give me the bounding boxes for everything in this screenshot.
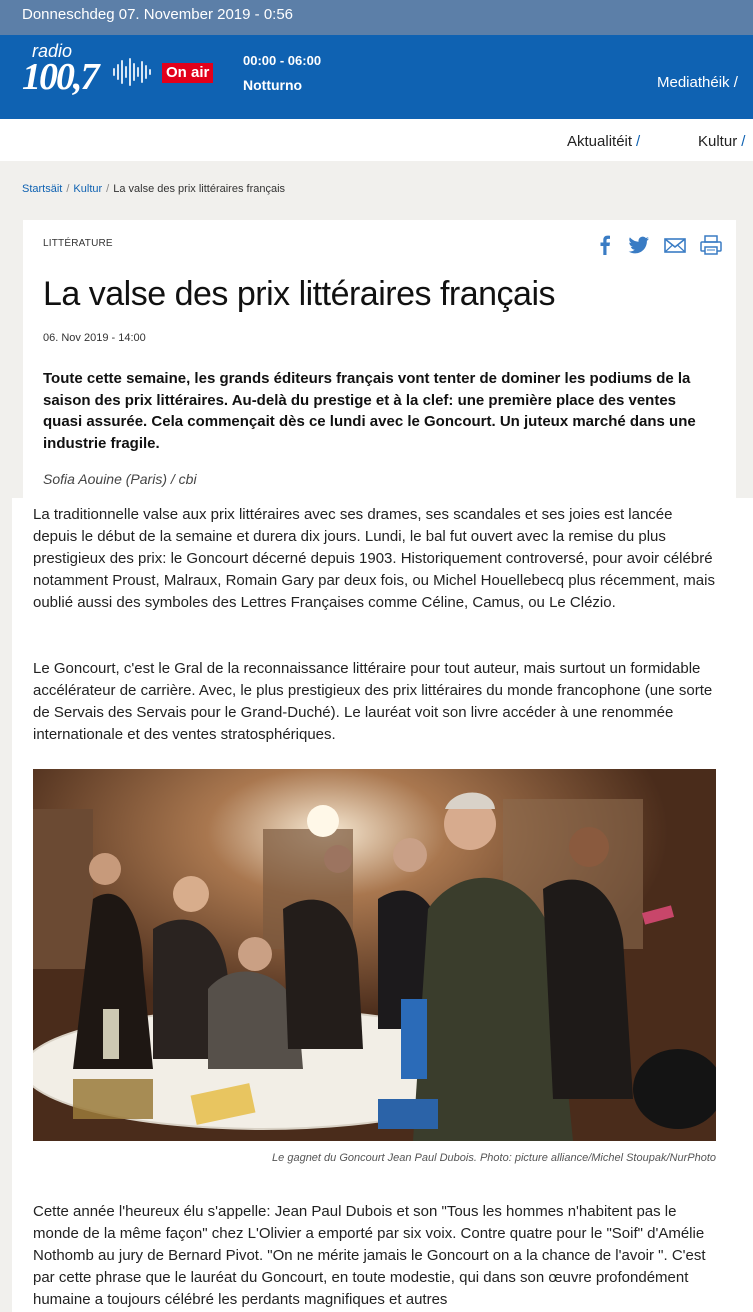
main-nav bbox=[0, 119, 753, 161]
twitter-icon[interactable] bbox=[627, 234, 651, 256]
article-photo[interactable] bbox=[33, 769, 716, 1141]
mail-icon[interactable] bbox=[663, 234, 687, 256]
publish-date: 06. Nov 2019 - 14:00 bbox=[43, 332, 146, 344]
soundwave-icon bbox=[112, 57, 154, 87]
photo-illustration bbox=[33, 769, 716, 1141]
show-time: 00:00 - 06:00 bbox=[243, 53, 322, 68]
article-author: Sofia Aouine (Paris) / cbi bbox=[43, 471, 197, 487]
breadcrumb-separator: / bbox=[106, 183, 110, 195]
breadcrumb-separator: / bbox=[66, 183, 70, 195]
breadcrumb bbox=[22, 183, 285, 195]
current-date: Donneschdeg 07. November 2019 - 0:56 bbox=[22, 6, 294, 23]
body-paragraph: Cette année l'heureux élu s'appelle: Jean Paul Dubois et son "Tous les hommes n'habitent pas le monde de la même façon" chez L'Olivier a emporté par six voix. Contre quatre pour le "Soif" d'Amélie Nothomb au jury de Bernard Pivot. "On ne mérite jamais le Goncourt on a la chance de l'avoir ". C'est par cette phrase que le lauréat du Goncourt, en toute modestie, qui dans son œuvre profondément humaine a toujours célébré les perdants magnifiques et autres bbox=[33, 1203, 706, 1308]
breadcrumb-home[interactable]: Startsäit bbox=[22, 183, 63, 195]
nav-slash: / bbox=[636, 133, 641, 150]
body-paragraph: La traditionnelle valse aux prix littéraires avec ses drames, ses scandales et ses joies est lancée depuis le début de la semaine et durera dix jours. Lundi, le bal fut ouvert avec la remise du plus prestigieux des prix: le Goncourt décerné depuis 1903. Historiquement controversé, pour avoir célébré notamment Proust, Malraux, Romain Gary par deux fois, ou Michel Houellebecq plus récemment, mais oublié aussi des symboles des Lettres Françaises comme Céline, Camus, ou Le Clézio. bbox=[33, 506, 715, 611]
body-paragraph: Le Goncourt, c'est le Gral de la reconnaissance littéraire pour tout auteur, mais surtout un formidable accélérateur de carrière. Avec, le plus prestigieux des prix littéraires du monde francophone (une sorte de Servais des Servais pour le Grand-Duché). Le lauréat voit son livre accéder à une renommée internationale et des ventes stratosphériques. bbox=[33, 660, 713, 743]
breadcrumb-current: La valse des prix littéraires français bbox=[113, 183, 286, 195]
article-title: La valse des prix littéraires français bbox=[43, 275, 556, 313]
nav-slash: / bbox=[741, 133, 746, 150]
breadcrumb-section[interactable]: Kultur bbox=[73, 183, 103, 195]
mediatheik-link[interactable]: Mediathéik / bbox=[657, 74, 738, 91]
site-header bbox=[0, 35, 753, 119]
photo-caption: Le gagnet du Goncourt Jean Paul Dubois. Photo: picture alliance/Michel Stoupak/NurPhoto bbox=[272, 1152, 716, 1164]
article-lead: Toute cette semaine, les grands éditeurs français vont tenter de dominer les podiums de la saison des prix littéraires. Au-delà du prestige et à la clef: une première place des ventes quasi assurée. Cela commençait dès ce lundi avec le Goncourt. Un juteux marché dans une industrie fragile. bbox=[43, 370, 696, 452]
facebook-icon[interactable] bbox=[593, 234, 617, 256]
print-icon[interactable] bbox=[699, 234, 723, 256]
article-body bbox=[12, 498, 753, 1312]
nav-item-label: Aktualitéit bbox=[567, 133, 633, 150]
article-category[interactable]: LITTÉRATURE bbox=[43, 238, 113, 249]
logo-radio-text: radio bbox=[32, 41, 73, 61]
nav-item-label: Kultur bbox=[698, 133, 738, 150]
on-air-badge[interactable]: On air bbox=[162, 63, 213, 83]
nav-item-aktualiteit[interactable] bbox=[567, 133, 640, 150]
date-bar bbox=[0, 0, 753, 35]
show-name[interactable]: Notturno bbox=[243, 77, 303, 93]
article-header-card bbox=[23, 220, 736, 498]
radio-logo[interactable] bbox=[22, 41, 98, 113]
nav-item-kultur[interactable] bbox=[698, 133, 745, 150]
logo-number-text: 100,7 bbox=[22, 56, 98, 98]
